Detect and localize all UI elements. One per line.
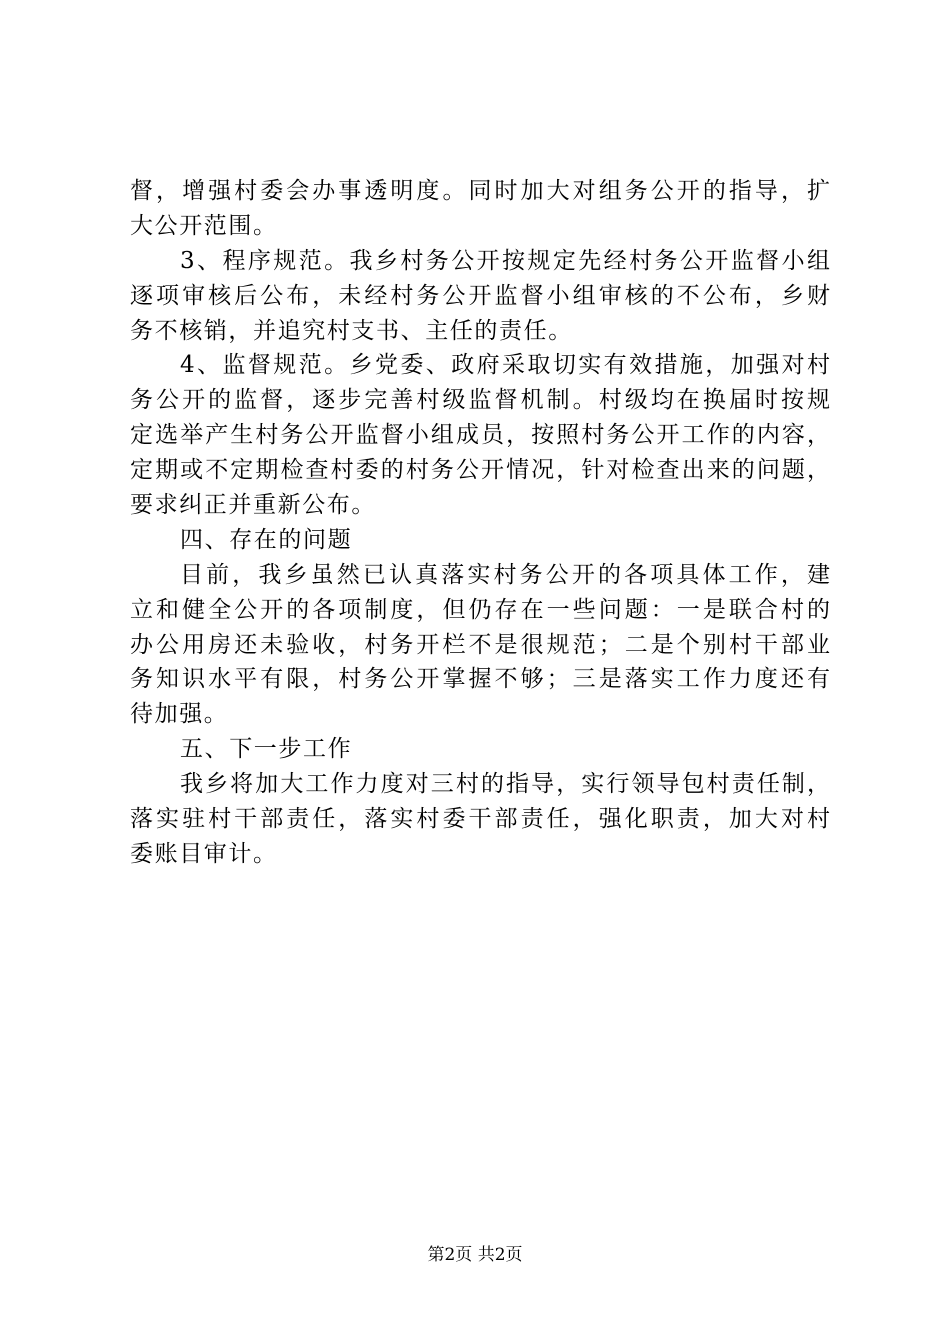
paragraph-line: 办公用房还未验收，村务开栏不是很规范；二是个别村干部业 [130, 631, 830, 658]
paragraph-line: 立和健全公开的各项制度，但仍存在一些问题：一是联合村的 [130, 596, 830, 623]
paragraph-line: 要求纠正并重新公布。 [130, 492, 376, 519]
paragraph-line: 务知识水平有限，村务公开掌握不够；三是落实工作力度还有 [130, 666, 830, 693]
document-body [130, 174, 830, 872]
paragraph-line: 落实驻村干部责任，落实村委干部责任，强化职责，加大对村 [130, 806, 830, 833]
paragraph-line: 待加强。 [130, 701, 229, 728]
paragraph-line: 督，增强村委会办事透明度。同时加大对组务公开的指导，扩 [130, 178, 830, 204]
paragraph-line: 务公开的监督，逐步完善村级监督机制。村级均在换届时按规 [130, 387, 830, 414]
paragraph-line: 3、程序规范。我乡村务公开按规定先经村务公开监督小组 [180, 247, 830, 274]
paragraph-line: 我乡将加大工作力度对三村的指导，实行领导包村责任制， [180, 771, 830, 798]
paragraph-line: 大公开范围。 [130, 212, 278, 239]
paragraph-line: 4、监督规范。乡党委、政府采取切实有效措施，加强对村 [180, 352, 830, 379]
section-heading: 四、存在的问题 [180, 526, 353, 553]
page-number-footer: 第2页 共2页 [427, 1245, 523, 1265]
paragraph-line: 逐项审核后公布，未经村务公开监督小组审核的不公布，乡财 [130, 282, 830, 309]
paragraph-line: 务不核销，并追究村支书、主任的责任。 [130, 317, 573, 344]
paragraph-line: 定选举产生村务公开监督小组成员，按照村务公开工作的内容， [130, 422, 830, 449]
paragraph-line: 定期或不定期检查村委的村务公开情况，针对检查出来的问题， [130, 457, 830, 484]
section-heading: 五、下一步工作 [180, 736, 353, 763]
paragraph-line: 委账目审计。 [130, 840, 278, 867]
paragraph-line: 目前，我乡虽然已认真落实村务公开的各项具体工作，建 [180, 561, 830, 588]
